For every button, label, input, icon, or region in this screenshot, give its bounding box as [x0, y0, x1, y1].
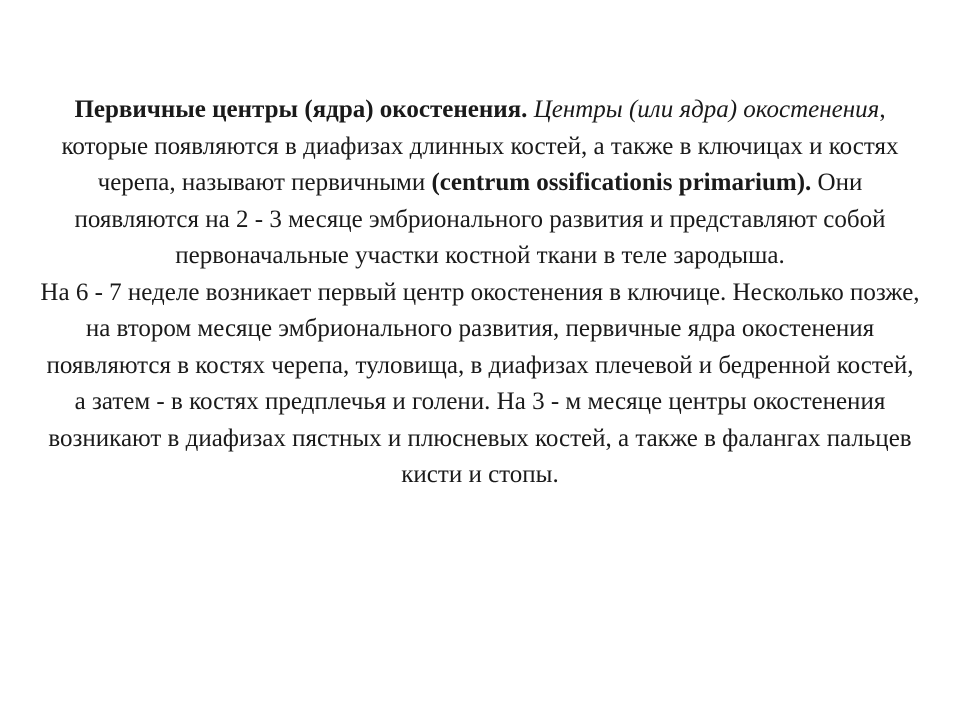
paragraph-text: , которые появляются в диафизах длинных костей, а также в ключицах и костях черепа, называют первичными	[61, 96, 899, 196]
paragraph-timeline: На 6 - 7 неделе возникает первый центр окостенения в ключице. Несколько позже, на втором месяце эмбрионального развития, первичные ядра окостенения появляются в костях черепа, туловища, в диафизах плечевой и бедренной костей, а затем - в костях предплечья и голени. На 3 - м месяце центры окостенения возникают в диафизах пястных и плюсневых костей, а также в фалангах пальцев кисти и стопы.	[40, 278, 920, 488]
paragraph-text-continued: Они появляются на 2 - 3 месяце эмбрионального развития и представляют собой первоначальные участки костной ткани в теле зародыша.	[74, 169, 886, 269]
text-block	[40, 92, 920, 494]
latin-term: (centrum ossificationis primarium).	[431, 169, 812, 196]
paragraph-primary-centers	[40, 92, 920, 275]
paragraph-heading: Первичные центры (ядра) окостенения.	[74, 96, 528, 123]
italic-term: Центры (или ядра) окостенения	[533, 96, 880, 123]
